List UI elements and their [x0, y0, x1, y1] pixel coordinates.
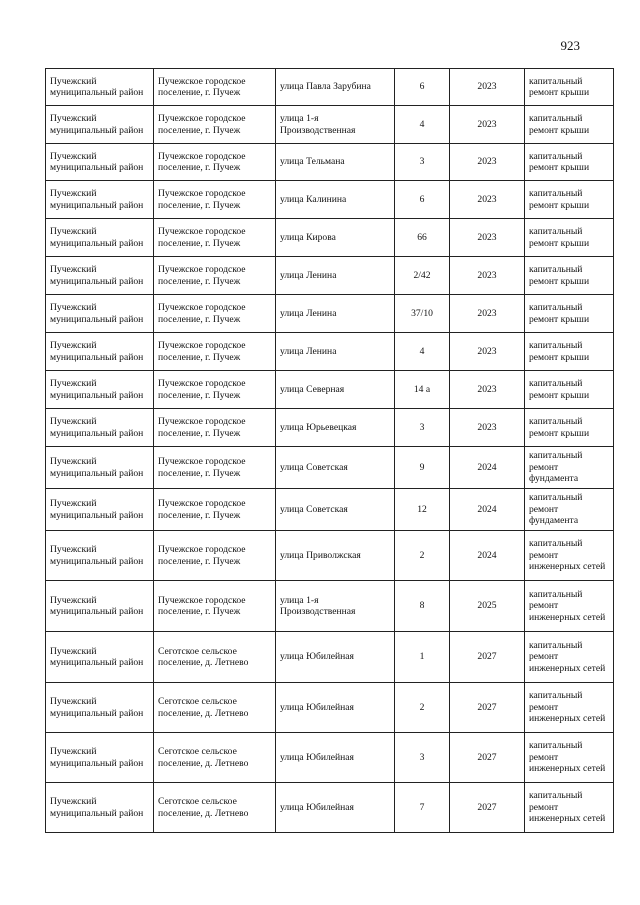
work-type-cell: капитальный ремонт крыши	[525, 69, 614, 106]
street-cell: улица Приволжская	[276, 531, 395, 581]
street-cell: улица Ленина	[276, 257, 395, 295]
house-number-cell: 37/10	[395, 295, 450, 333]
year-cell: 2023	[450, 333, 525, 371]
district-cell: Пучежский муниципальный район	[46, 632, 154, 683]
year-cell: 2024	[450, 489, 525, 531]
year-cell: 2023	[450, 371, 525, 409]
house-number-cell: 1	[395, 632, 450, 683]
work-type-cell: капитальный ремонт инженерных сетей	[525, 632, 614, 683]
table-row	[46, 409, 614, 447]
house-number-cell: 8	[395, 581, 450, 632]
work-type-cell: капитальный ремонт крыши	[525, 409, 614, 447]
work-type-cell: капитальный ремонт инженерных сетей	[525, 733, 614, 783]
street-cell: улица Юбилейная	[276, 683, 395, 733]
work-type-cell: капитальный ремонт фундамента	[525, 489, 614, 531]
settlement-cell: Пучежское городское поселение, г. Пучеж	[154, 447, 276, 489]
house-number-cell: 12	[395, 489, 450, 531]
table-row	[46, 69, 614, 106]
district-cell: Пучежский муниципальный район	[46, 181, 154, 219]
house-number-cell: 6	[395, 181, 450, 219]
house-number-cell: 14 а	[395, 371, 450, 409]
street-cell: улица Юбилейная	[276, 783, 395, 833]
year-cell: 2025	[450, 581, 525, 632]
house-number-cell: 9	[395, 447, 450, 489]
district-cell: Пучежский муниципальный район	[46, 447, 154, 489]
year-cell: 2027	[450, 683, 525, 733]
district-cell: Пучежский муниципальный район	[46, 333, 154, 371]
table-row	[46, 683, 614, 733]
year-cell: 2023	[450, 295, 525, 333]
settlement-cell: Пучежское городское поселение, г. Пучеж	[154, 371, 276, 409]
page-number: 923	[560, 38, 580, 53]
year-cell: 2023	[450, 69, 525, 106]
table-row	[46, 733, 614, 783]
settlement-cell: Сеготское сельское поселение, д. Летнево	[154, 783, 276, 833]
district-cell: Пучежский муниципальный район	[46, 531, 154, 581]
district-cell: Пучежский муниципальный район	[46, 683, 154, 733]
street-cell: улица Калинина	[276, 181, 395, 219]
district-cell: Пучежский муниципальный район	[46, 295, 154, 333]
house-number-cell: 2	[395, 531, 450, 581]
settlement-cell: Пучежское городское поселение, г. Пучеж	[154, 144, 276, 181]
year-cell: 2023	[450, 181, 525, 219]
table-row	[46, 371, 614, 409]
settlement-cell: Пучежское городское поселение, г. Пучеж	[154, 295, 276, 333]
table-row	[46, 144, 614, 181]
table-row	[46, 257, 614, 295]
district-cell: Пучежский муниципальный район	[46, 144, 154, 181]
district-cell: Пучежский муниципальный район	[46, 257, 154, 295]
street-cell: улица Советская	[276, 489, 395, 531]
settlement-cell: Пучежское городское поселение, г. Пучеж	[154, 581, 276, 632]
work-type-cell: капитальный ремонт крыши	[525, 106, 614, 144]
district-cell: Пучежский муниципальный район	[46, 371, 154, 409]
district-cell: Пучежский муниципальный район	[46, 106, 154, 144]
year-cell: 2027	[450, 733, 525, 783]
settlement-cell: Сеготское сельское поселение, д. Летнево	[154, 632, 276, 683]
street-cell: улица Ленина	[276, 295, 395, 333]
work-type-cell: капитальный ремонт крыши	[525, 371, 614, 409]
house-number-cell: 66	[395, 219, 450, 257]
settlement-cell: Сеготское сельское поселение, д. Летнево	[154, 733, 276, 783]
work-type-cell: капитальный ремонт крыши	[525, 144, 614, 181]
work-type-cell: капитальный ремонт крыши	[525, 219, 614, 257]
repair-program-table	[45, 68, 614, 833]
work-type-cell: капитальный ремонт фундамента	[525, 447, 614, 489]
street-cell: улица Советская	[276, 447, 395, 489]
table-row	[46, 106, 614, 144]
year-cell: 2023	[450, 257, 525, 295]
house-number-cell: 4	[395, 333, 450, 371]
table-row	[46, 447, 614, 489]
street-cell: улица Кирова	[276, 219, 395, 257]
year-cell: 2023	[450, 219, 525, 257]
table-row	[46, 581, 614, 632]
house-number-cell: 3	[395, 144, 450, 181]
street-cell: улица Юбилейная	[276, 733, 395, 783]
year-cell: 2023	[450, 144, 525, 181]
district-cell: Пучежский муниципальный район	[46, 409, 154, 447]
year-cell: 2023	[450, 106, 525, 144]
table-row	[46, 489, 614, 531]
work-type-cell: капитальный ремонт крыши	[525, 295, 614, 333]
house-number-cell: 6	[395, 69, 450, 106]
district-cell: Пучежский муниципальный район	[46, 733, 154, 783]
district-cell: Пучежский муниципальный район	[46, 219, 154, 257]
settlement-cell: Пучежское городское поселение, г. Пучеж	[154, 181, 276, 219]
house-number-cell: 3	[395, 409, 450, 447]
settlement-cell: Пучежское городское поселение, г. Пучеж	[154, 219, 276, 257]
district-cell: Пучежский муниципальный район	[46, 69, 154, 106]
year-cell: 2027	[450, 632, 525, 683]
settlement-cell: Пучежское городское поселение, г. Пучеж	[154, 531, 276, 581]
street-cell: улица 1-я Производственная	[276, 106, 395, 144]
table-row	[46, 181, 614, 219]
year-cell: 2027	[450, 783, 525, 833]
settlement-cell: Сеготское сельское поселение, д. Летнево	[154, 683, 276, 733]
settlement-cell: Пучежское городское поселение, г. Пучеж	[154, 409, 276, 447]
table-row	[46, 295, 614, 333]
work-type-cell: капитальный ремонт крыши	[525, 333, 614, 371]
table-row	[46, 783, 614, 833]
table-row	[46, 632, 614, 683]
work-type-cell: капитальный ремонт крыши	[525, 257, 614, 295]
work-type-cell: капитальный ремонт инженерных сетей	[525, 531, 614, 581]
year-cell: 2024	[450, 447, 525, 489]
settlement-cell: Пучежское городское поселение, г. Пучеж	[154, 106, 276, 144]
street-cell: улица Ленина	[276, 333, 395, 371]
house-number-cell: 3	[395, 733, 450, 783]
district-cell: Пучежский муниципальный район	[46, 581, 154, 632]
table-row	[46, 333, 614, 371]
house-number-cell: 7	[395, 783, 450, 833]
street-cell: улица Северная	[276, 371, 395, 409]
street-cell: улица Юбилейная	[276, 632, 395, 683]
work-type-cell: капитальный ремонт инженерных сетей	[525, 683, 614, 733]
house-number-cell: 2	[395, 683, 450, 733]
table-row	[46, 531, 614, 581]
year-cell: 2024	[450, 531, 525, 581]
settlement-cell: Пучежское городское поселение, г. Пучеж	[154, 69, 276, 106]
street-cell: улица 1-я Производственная	[276, 581, 395, 632]
house-number-cell: 2/42	[395, 257, 450, 295]
work-type-cell: капитальный ремонт инженерных сетей	[525, 783, 614, 833]
district-cell: Пучежский муниципальный район	[46, 783, 154, 833]
table-row	[46, 219, 614, 257]
street-cell: улица Тельмана	[276, 144, 395, 181]
house-number-cell: 4	[395, 106, 450, 144]
work-type-cell: капитальный ремонт инженерных сетей	[525, 581, 614, 632]
settlement-cell: Пучежское городское поселение, г. Пучеж	[154, 489, 276, 531]
street-cell: улица Юрьевецкая	[276, 409, 395, 447]
district-cell: Пучежский муниципальный район	[46, 489, 154, 531]
settlement-cell: Пучежское городское поселение, г. Пучеж	[154, 257, 276, 295]
work-type-cell: капитальный ремонт крыши	[525, 181, 614, 219]
table-body	[46, 69, 614, 833]
street-cell: улица Павла Зарубина	[276, 69, 395, 106]
year-cell: 2023	[450, 409, 525, 447]
settlement-cell: Пучежское городское поселение, г. Пучеж	[154, 333, 276, 371]
